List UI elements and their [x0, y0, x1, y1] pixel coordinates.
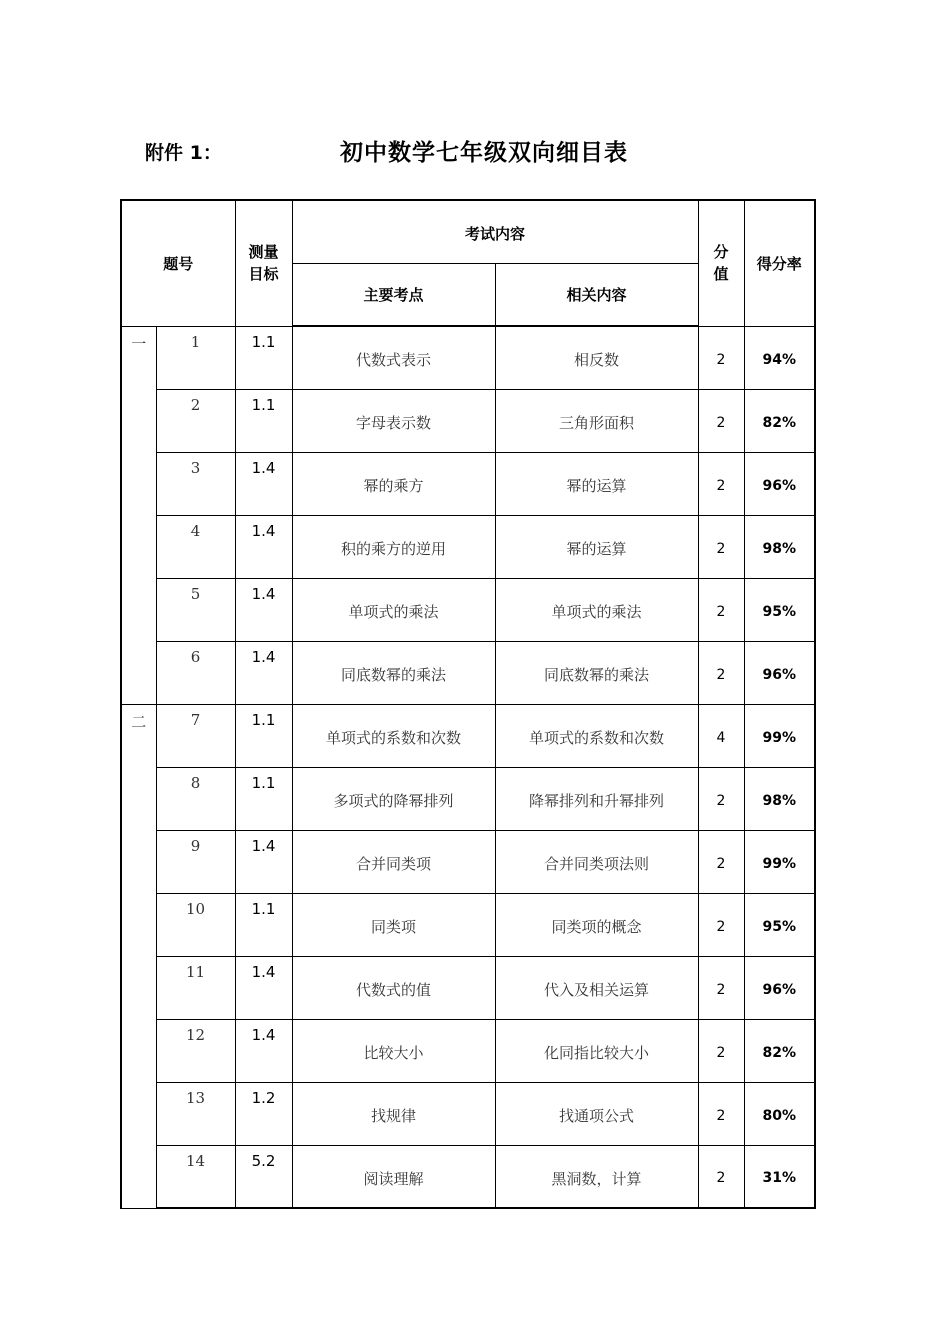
- goal-cell: 1.1: [235, 767, 292, 830]
- related-content-cell: 化同指比较大小: [495, 1019, 698, 1082]
- question-number-cell: 7: [156, 704, 235, 767]
- main-point-cell: 同类项: [292, 893, 495, 956]
- score-cell: 2: [698, 1019, 744, 1082]
- question-number-cell: 3: [156, 452, 235, 515]
- section-label: 二: [121, 704, 156, 1208]
- score-cell: 2: [698, 767, 744, 830]
- table-row: [121, 641, 815, 704]
- rate-cell: 82%: [744, 1019, 815, 1082]
- goal-cell: 1.4: [235, 641, 292, 704]
- main-point-cell: 阅读理解: [292, 1145, 495, 1208]
- score-cell: 2: [698, 641, 744, 704]
- attachment-label: 附件 1：: [145, 142, 222, 164]
- question-number-cell: 10: [156, 893, 235, 956]
- related-content-cell: 单项式的系数和次数: [495, 704, 698, 767]
- table-row: [121, 704, 815, 767]
- related-content-cell: 降幂排列和升幂排列: [495, 767, 698, 830]
- score-cell: 2: [698, 578, 744, 641]
- main-point-cell: 多项式的降幂排列: [292, 767, 495, 830]
- table-row: [121, 1019, 815, 1082]
- header-exam-content: 考试内容: [292, 200, 698, 263]
- question-number-cell: 13: [156, 1082, 235, 1145]
- main-point-cell: 比较大小: [292, 1019, 495, 1082]
- header-main-point: 主要考点: [292, 263, 495, 326]
- related-content-cell: 同类项的概念: [495, 893, 698, 956]
- related-content-cell: 合并同类项法则: [495, 830, 698, 893]
- goal-cell: 1.1: [235, 704, 292, 767]
- page-title: 初中数学七年级双向细目表: [340, 140, 628, 166]
- score-cell: 2: [698, 893, 744, 956]
- rate-cell: 96%: [744, 641, 815, 704]
- question-number-cell: 5: [156, 578, 235, 641]
- goal-cell: 5.2: [235, 1145, 292, 1208]
- related-content-cell: 黑洞数，计算: [495, 1145, 698, 1208]
- question-number-cell: 2: [156, 389, 235, 452]
- goal-cell: 1.4: [235, 830, 292, 893]
- main-point-cell: 代数式表示: [292, 326, 495, 389]
- table-row: [121, 956, 815, 1019]
- question-number-cell: 12: [156, 1019, 235, 1082]
- main-point-cell: 找规律: [292, 1082, 495, 1145]
- score-cell: 2: [698, 956, 744, 1019]
- main-point-cell: 同底数幂的乘法: [292, 641, 495, 704]
- score-cell: 2: [698, 830, 744, 893]
- main-point-cell: 幂的乘方: [292, 452, 495, 515]
- header-score-text: 分值: [713, 243, 729, 284]
- header-question-no: 题号: [121, 200, 235, 326]
- rate-cell: 96%: [744, 956, 815, 1019]
- score-cell: 2: [698, 389, 744, 452]
- rate-cell: 95%: [744, 578, 815, 641]
- section-label: 一: [121, 326, 156, 704]
- table-row: [121, 389, 815, 452]
- rate-cell: 95%: [744, 893, 815, 956]
- question-number-cell: 11: [156, 956, 235, 1019]
- table-row: [121, 893, 815, 956]
- question-number-cell: 8: [156, 767, 235, 830]
- goal-cell: 1.4: [235, 956, 292, 1019]
- goal-cell: 1.1: [235, 893, 292, 956]
- question-number-cell: 6: [156, 641, 235, 704]
- main-point-cell: 单项式的系数和次数: [292, 704, 495, 767]
- related-content-cell: 幂的运算: [495, 452, 698, 515]
- goal-cell: 1.4: [235, 452, 292, 515]
- related-content-cell: 代入及相关运算: [495, 956, 698, 1019]
- goal-cell: 1.2: [235, 1082, 292, 1145]
- related-content-cell: 幂的运算: [495, 515, 698, 578]
- main-point-cell: 合并同类项: [292, 830, 495, 893]
- rate-cell: 99%: [744, 830, 815, 893]
- goal-cell: 1.4: [235, 578, 292, 641]
- related-content-cell: 找通项公式: [495, 1082, 698, 1145]
- table-row: [121, 1145, 815, 1208]
- table-row: [121, 326, 815, 389]
- score-cell: 2: [698, 1145, 744, 1208]
- rate-cell: 94%: [744, 326, 815, 389]
- goal-cell: 1.4: [235, 1019, 292, 1082]
- question-number-cell: 14: [156, 1145, 235, 1208]
- main-point-cell: 积的乘方的逆用: [292, 515, 495, 578]
- score-cell: 2: [698, 1082, 744, 1145]
- rate-cell: 99%: [744, 704, 815, 767]
- goal-cell: 1.1: [235, 389, 292, 452]
- header-score: [698, 200, 744, 326]
- goal-cell: 1.1: [235, 326, 292, 389]
- goal-cell: 1.4: [235, 515, 292, 578]
- rate-cell: 98%: [744, 767, 815, 830]
- main-point-cell: 字母表示数: [292, 389, 495, 452]
- table-row: [121, 515, 815, 578]
- related-content-cell: 单项式的乘法: [495, 578, 698, 641]
- table-row: [121, 767, 815, 830]
- question-number-cell: 1: [156, 326, 235, 389]
- question-number-cell: 4: [156, 515, 235, 578]
- score-cell: 2: [698, 326, 744, 389]
- rate-cell: 98%: [744, 515, 815, 578]
- score-cell: 4: [698, 704, 744, 767]
- rate-cell: 96%: [744, 452, 815, 515]
- table-row: [121, 452, 815, 515]
- main-point-cell: 代数式的值: [292, 956, 495, 1019]
- rate-cell: 31%: [744, 1145, 815, 1208]
- table-row: [121, 830, 815, 893]
- header-rate: 得分率: [744, 200, 815, 326]
- header-related-content: 相关内容: [495, 263, 698, 326]
- table-row: [121, 1082, 815, 1145]
- main-point-cell: 单项式的乘法: [292, 578, 495, 641]
- rate-cell: 82%: [744, 389, 815, 452]
- score-cell: 2: [698, 515, 744, 578]
- related-content-cell: 同底数幂的乘法: [495, 641, 698, 704]
- header-goal: [235, 200, 292, 326]
- header-goal-text: 测量目标: [248, 243, 279, 284]
- rate-cell: 80%: [744, 1082, 815, 1145]
- table-row: [121, 578, 815, 641]
- question-number-cell: 9: [156, 830, 235, 893]
- related-content-cell: 三角形面积: [495, 389, 698, 452]
- detail-table: [120, 199, 816, 1209]
- related-content-cell: 相反数: [495, 326, 698, 389]
- score-cell: 2: [698, 452, 744, 515]
